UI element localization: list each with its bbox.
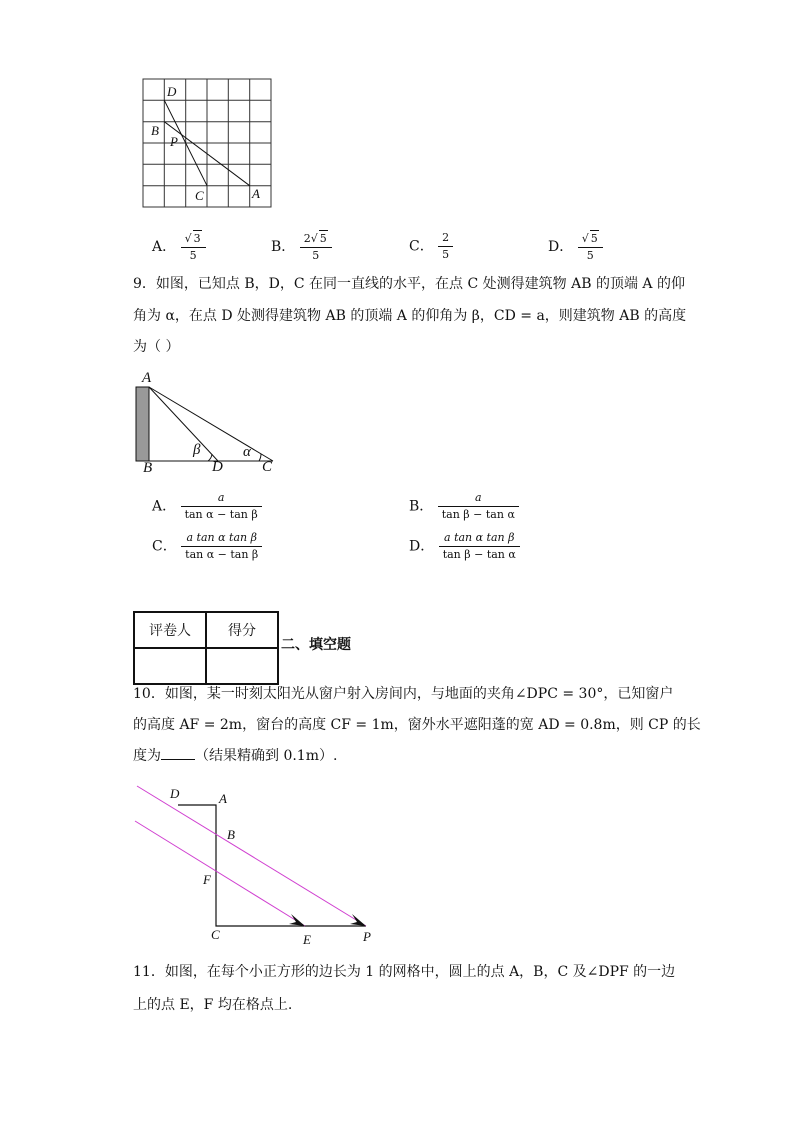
q9-text-line1: 9．如图，已知点 B，D，C 在同一直线的水平，在点 C 处测得建筑物 AB 的顶端 A 的仰 bbox=[133, 276, 685, 292]
q9-option-a-value bbox=[181, 490, 262, 523]
q10-label-F: F bbox=[203, 872, 211, 887]
q9-option-a-letter: A． bbox=[152, 498, 177, 515]
q10-line3-prefix: 度为 bbox=[133, 748, 161, 764]
q10-label-D: D bbox=[170, 786, 180, 801]
numerator: a bbox=[181, 490, 262, 507]
denominator: tan α − tan β bbox=[185, 548, 259, 561]
q8-option-c-value bbox=[438, 230, 453, 263]
score-table bbox=[133, 611, 279, 685]
q10-label-A: A bbox=[219, 791, 227, 806]
q9-label-alpha: α bbox=[243, 444, 251, 460]
building-ab bbox=[136, 387, 149, 461]
q10-label-C: C bbox=[211, 927, 220, 942]
q9-option-a[interactable] bbox=[152, 490, 262, 523]
radicand: 3 bbox=[193, 232, 201, 245]
q8-option-b[interactable] bbox=[271, 230, 332, 264]
q10-label-E: E bbox=[303, 932, 311, 947]
q10-text-line1: 10．如图，某一时刻太阳光从窗户射入房间内，与地面的夹角∠DPC = 30°，已知窗户 bbox=[133, 686, 674, 702]
q9-option-d-value bbox=[439, 530, 520, 563]
q8-option-b-value bbox=[300, 230, 332, 264]
numerator: a bbox=[438, 490, 519, 507]
q8-option-d-value bbox=[578, 230, 603, 264]
numerator: 2 bbox=[438, 230, 453, 247]
denominator: 5 bbox=[442, 248, 450, 261]
q9-label-B: B bbox=[143, 460, 153, 476]
denominator: tan α − tan β bbox=[184, 508, 258, 521]
q8-label-P: P bbox=[170, 134, 178, 149]
q9-label-D: D bbox=[212, 459, 223, 475]
q8-label-A: A bbox=[252, 186, 260, 201]
q8-label-B: B bbox=[151, 123, 159, 138]
q8-option-c[interactable] bbox=[409, 230, 453, 263]
numerator: a tan α tan β bbox=[181, 530, 262, 547]
q8-label-C: C bbox=[195, 188, 204, 203]
section-heading: 二、填空题 bbox=[281, 637, 351, 653]
radicand: 5 bbox=[590, 232, 598, 245]
score-table-score-header: 得分 bbox=[206, 612, 278, 648]
q9-option-b[interactable] bbox=[409, 490, 519, 523]
q9-label-A: A bbox=[142, 370, 152, 386]
sqrt-sign: √ bbox=[581, 232, 589, 245]
q8-option-a-letter: A． bbox=[152, 239, 177, 255]
denominator: 5 bbox=[312, 249, 320, 262]
q9-text-line2: 角为 α，在点 D 处测得建筑物 AB 的顶端 A 的仰角为 β，CD = a，则建筑物 AB 的高度 bbox=[133, 308, 687, 324]
q9-option-d[interactable] bbox=[409, 530, 520, 563]
q10-window-figure bbox=[130, 780, 380, 930]
q8-option-a-value bbox=[181, 230, 206, 264]
q10-text-line3 bbox=[133, 741, 337, 771]
q8-option-b-letter: B． bbox=[271, 239, 296, 255]
q9-label-beta: β bbox=[193, 442, 201, 458]
q10-text-line2: 的高度 AF = 2m，窗台的高度 CF = 1m，窗外水平遮阳蓬的宽 AD = 0.8m，则 CP 的长 bbox=[133, 717, 701, 733]
q9-text-line3: 为（ ） bbox=[133, 339, 180, 355]
q8-option-a[interactable] bbox=[152, 230, 206, 264]
denominator: tan β − tan α bbox=[441, 508, 515, 521]
q10-label-B: B bbox=[227, 827, 235, 842]
sqrt-sign: √ bbox=[310, 232, 318, 245]
q9-label-C: C bbox=[262, 459, 273, 475]
coefficient: 2 bbox=[303, 232, 311, 245]
numerator: a tan α tan β bbox=[439, 530, 520, 547]
q9-option-c[interactable] bbox=[152, 530, 262, 563]
q9-option-d-letter: D． bbox=[409, 538, 435, 555]
q9-building-figure bbox=[130, 370, 280, 480]
q8-option-c-letter: C． bbox=[409, 238, 434, 255]
q8-option-d-letter: D． bbox=[548, 239, 574, 255]
q9-option-c-value bbox=[181, 530, 262, 563]
q8-label-D: D bbox=[167, 84, 177, 99]
sqrt-sign: √ bbox=[184, 232, 192, 245]
q11-text-line1: 11．如图，在每个小正方形的边长为 1 的网格中，圆上的点 A，B，C 及∠DPF 的一边 bbox=[133, 964, 676, 980]
q9-option-b-value bbox=[438, 490, 519, 523]
denominator: 5 bbox=[586, 249, 594, 262]
answer-blank[interactable] bbox=[161, 745, 195, 760]
q11-text-line2: 上的点 E，F 均在格点上. bbox=[133, 997, 293, 1013]
q9-option-b-letter: B． bbox=[409, 498, 434, 515]
denominator: tan β − tan α bbox=[442, 548, 516, 561]
denominator: 5 bbox=[189, 249, 197, 262]
score-table-grader-header: 评卷人 bbox=[134, 612, 206, 648]
radicand: 5 bbox=[319, 232, 327, 245]
q8-option-d[interactable] bbox=[548, 230, 603, 264]
q10-label-P: P bbox=[363, 929, 371, 944]
q9-option-c-letter: C． bbox=[152, 538, 177, 555]
q10-line3-suffix: （结果精确到 0.1m）. bbox=[195, 748, 338, 764]
